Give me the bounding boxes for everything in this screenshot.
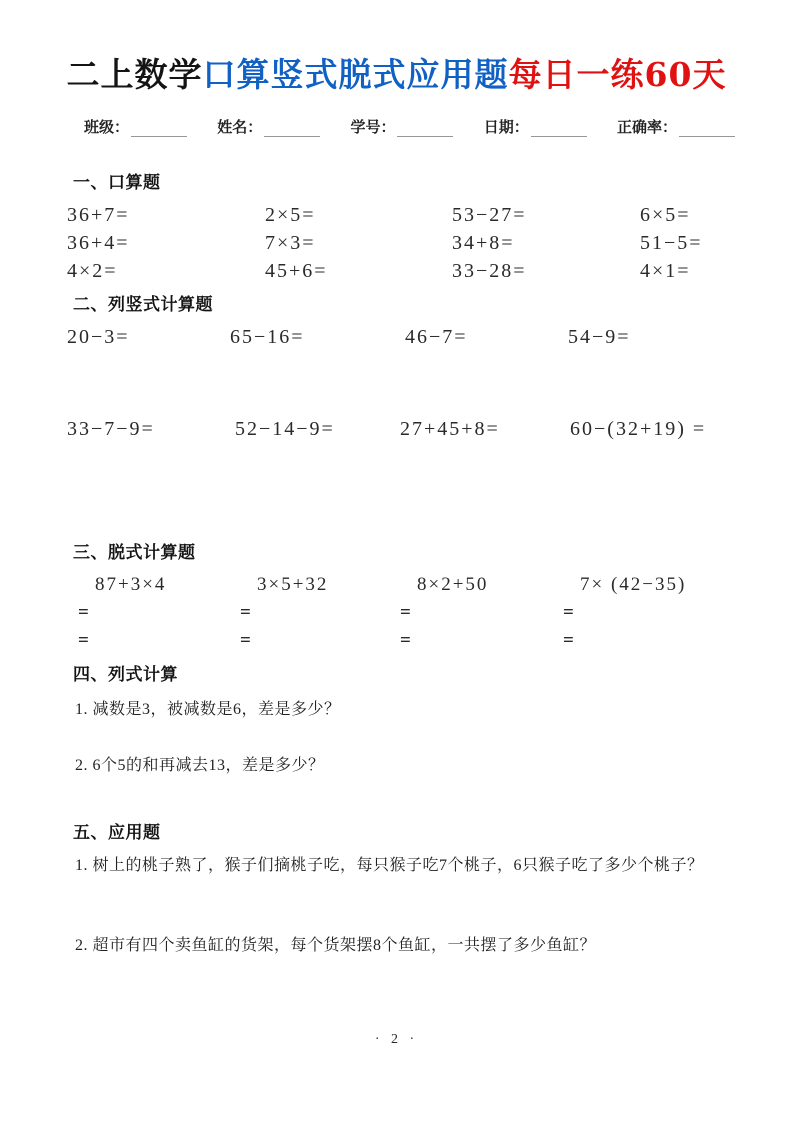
info-label-date: 日期： — [483, 119, 529, 136]
equals-sign: = — [78, 630, 91, 651]
section-heading-word-problems: 五、应用题 — [73, 823, 161, 842]
stepwise-equals-row-1 — [78, 599, 793, 627]
column-problem: 54−9= — [568, 326, 631, 348]
word-problem-1: 1. 树上的桃子熟了，猴子们摘桃子吃，每只猴子吃7个桃子，6只猴子吃了多少个桃子？ — [75, 857, 704, 874]
oral-problem: 34+8= — [452, 232, 515, 254]
section-heading-expression-calculation: 四、列式计算 — [73, 665, 178, 684]
column-problem: 46−7= — [405, 326, 468, 348]
oral-calculation-grid — [67, 201, 793, 285]
blank-line-accuracy — [679, 120, 735, 137]
stepwise-expressions-row — [78, 571, 793, 599]
oral-problem: 4×1= — [640, 260, 691, 282]
column-calculation-row-2 — [67, 415, 793, 443]
equals-sign: = — [400, 630, 413, 651]
oral-problem: 51−5= — [640, 232, 703, 254]
info-label-name: 姓名： — [217, 119, 263, 136]
stepwise-expression: 3×5+32 — [257, 574, 329, 595]
column-problem: 65−16= — [230, 326, 305, 348]
blank-line-class — [131, 120, 187, 137]
stepwise-expression: 8×2+50 — [417, 574, 489, 595]
blank-line-student-number — [397, 120, 453, 137]
oral-problem: 53−27= — [452, 204, 527, 226]
blank-line-name — [264, 120, 320, 137]
oral-problem: 36+4= — [67, 232, 130, 254]
blank-line-date — [531, 120, 587, 137]
column-problem: 20−3= — [67, 326, 130, 348]
oral-problem: 36+7= — [67, 204, 130, 226]
oral-problem: 7×3= — [265, 232, 316, 254]
info-field-date — [484, 116, 587, 137]
student-info-row — [84, 116, 735, 137]
equals-sign: = — [240, 602, 253, 623]
word-problem-2: 2. 超市有四个卖鱼缸的货架，每个货架摆8个鱼缸，一共摆了多少鱼缸？ — [75, 937, 597, 954]
equals-sign: = — [400, 602, 413, 623]
section-heading-column-calculation: 二、列竖式计算题 — [73, 295, 213, 314]
info-field-class — [84, 116, 187, 137]
page-title — [0, 0, 793, 96]
column-problem: 33−7−9= — [67, 418, 155, 440]
column-problem: 52−14−9= — [235, 418, 335, 440]
info-label-accuracy: 正确率： — [616, 119, 677, 136]
equals-sign: = — [563, 602, 576, 623]
info-label-class: 班级： — [84, 119, 130, 136]
info-label-student-number: 学号： — [350, 119, 396, 136]
title-topic-part: 口算竖式脱式应用题 — [202, 55, 509, 94]
section-heading-stepwise-calculation: 三、脱式计算题 — [73, 543, 196, 562]
expression-problem-1: 1. 减数是3，被减数是6，差是多少？ — [75, 701, 341, 718]
stepwise-expression: 87+3×4 — [95, 574, 167, 595]
oral-problem: 4×2= — [67, 260, 118, 282]
oral-problem: 45+6= — [265, 260, 328, 282]
equals-sign: = — [240, 630, 253, 651]
oral-problem: 2×5= — [265, 204, 316, 226]
title-grade-part: 二上数学 — [66, 55, 203, 94]
column-calculation-row-1 — [67, 323, 793, 351]
info-field-accuracy — [617, 116, 735, 137]
info-field-name — [217, 116, 320, 137]
column-problem: 60−(32+19) = — [570, 418, 707, 440]
info-field-student-number — [350, 116, 453, 137]
section-heading-oral-calculation: 一、口算题 — [73, 173, 161, 192]
equals-sign: = — [78, 602, 91, 623]
stepwise-equals-row-2 — [78, 627, 793, 655]
stepwise-expression: 7× (42−35) — [580, 574, 687, 595]
column-problem: 27+45+8= — [400, 418, 500, 440]
oral-problem: 6×5= — [640, 204, 691, 226]
expression-problem-2: 2. 6个5的和再减去13，差是多少？ — [75, 757, 325, 774]
oral-problem: 33−28= — [452, 260, 527, 282]
equals-sign: = — [563, 630, 576, 651]
page-number: · 2 · — [374, 1032, 419, 1047]
title-practice-part: 每日一练60天 — [508, 55, 727, 94]
